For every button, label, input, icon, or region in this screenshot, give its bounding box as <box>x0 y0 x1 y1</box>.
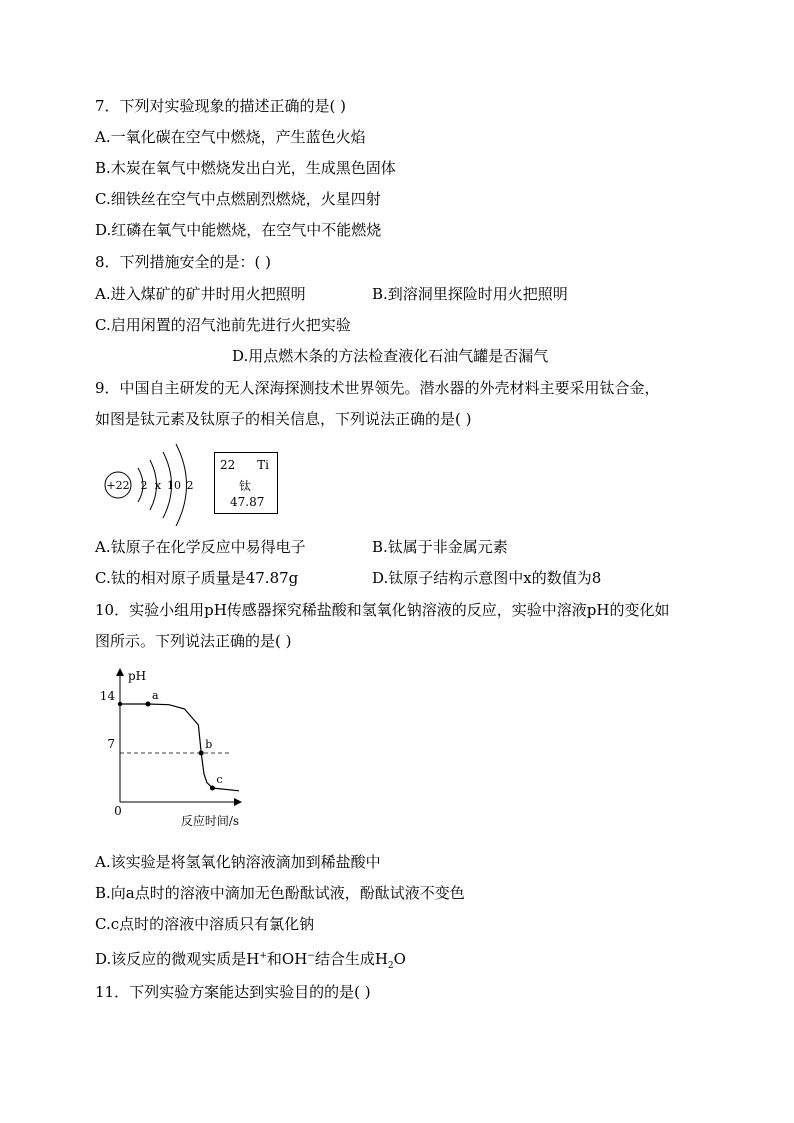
q7-option-c: C.细铁丝在空气中点燃剧烈燃烧，火星四射 <box>95 190 381 208</box>
q9-stem-line2: 如图是钛元素及钛原子的相关信息，下列说法正确的是( ) <box>95 410 472 428</box>
shell-electrons-3: 10 <box>167 479 181 492</box>
q10-option-a: A.该实验是将氢氧化钠溶液滴加到稀盐酸中 <box>95 853 381 871</box>
q7-option-d: D.红磷在氧气中能燃烧，在空气中不能燃烧 <box>95 221 382 239</box>
q8-option-b: B.到溶洞里探险时用火把照明 <box>372 285 568 303</box>
q9-option-c: C.钛的相对原子质量是47.87g <box>95 569 299 587</box>
point-b <box>199 751 204 756</box>
element-info-box <box>214 452 278 514</box>
atomic-mass: 47.87 <box>230 495 265 509</box>
point-c <box>210 786 215 791</box>
q9-option-b: B.钛属于非金属元素 <box>372 538 508 556</box>
curve-start-point <box>118 702 122 706</box>
q10-stem-line1: 10．实验小组用pH传感器探究稀盐酸和氢氧化钠溶液的反应，实验中溶液pH的变化如 <box>95 601 670 619</box>
q8-option-d: D.用点燃木条的方法检查液化石油气罐是否漏气 <box>232 347 549 365</box>
element-name: 钛 <box>239 479 252 493</box>
point-label-a: a <box>152 689 159 702</box>
q10-option-b: B.向a点时的溶液中滴加无色酚酞试液，酚酞试液不变色 <box>95 884 465 902</box>
q10-option-c: C.c点时的溶液中溶质只有氯化钠 <box>95 915 315 933</box>
y-tick-label-7: 7 <box>107 737 115 751</box>
point-label-b: b <box>205 738 213 751</box>
q7-option-a: A.一氧化碳在空气中燃烧，产生蓝色火焰 <box>95 128 366 146</box>
x-origin-label: 0 <box>114 804 122 818</box>
q8-option-c: C.启用闲置的沼气池前先进行火把实验 <box>95 316 351 334</box>
x-axis-arrow <box>234 798 242 806</box>
q10-option-d: D.该反应的微观实质是H+和OH−结合生成$H_2O$ <box>95 950 406 971</box>
q9-stem-line1: 9．中国自主研发的无人深海探测技术世界领先。潜水器的外壳材料主要采用钛合金， <box>95 379 660 397</box>
q8-stem: 8．下列措施安全的是：( ) <box>95 253 272 271</box>
q9-option-d: D.钛原子结构示意图中x的数值为8 <box>372 569 602 587</box>
shell-electrons-2: x <box>154 479 162 492</box>
q11-stem: 11．下列实验方案能达到实验目的的是( ) <box>95 983 371 1001</box>
atom-structure-diagram <box>100 440 210 530</box>
point-a <box>146 702 151 707</box>
q7-stem: 7．下列对实验现象的描述正确的是( ) <box>95 97 347 115</box>
shell-electrons-1: 2 <box>140 479 148 492</box>
q9-option-a: A.钛原子在化学反应中易得电子 <box>95 538 306 556</box>
q10-stem-line2: 图所示。下列说法正确的是( ) <box>95 632 292 650</box>
nucleus-charge: +22 <box>106 479 130 492</box>
q7-option-b: B.木炭在氧气中燃烧发出白光，生成黑色固体 <box>95 159 396 177</box>
element-symbol: Ti <box>257 458 269 472</box>
ph-chart <box>90 662 260 832</box>
atomic-number: 22 <box>220 458 236 472</box>
x-axis-label: 反应时间/s <box>180 814 240 828</box>
shell-electrons-4: 2 <box>186 479 194 492</box>
q8-option-a: A.进入煤矿的矿井时用火把照明 <box>95 285 306 303</box>
y-axis-label: pH <box>128 669 147 683</box>
y-axis-arrow <box>116 668 124 676</box>
y-tick-label-14: 14 <box>99 689 115 703</box>
point-label-c: c <box>216 773 223 786</box>
